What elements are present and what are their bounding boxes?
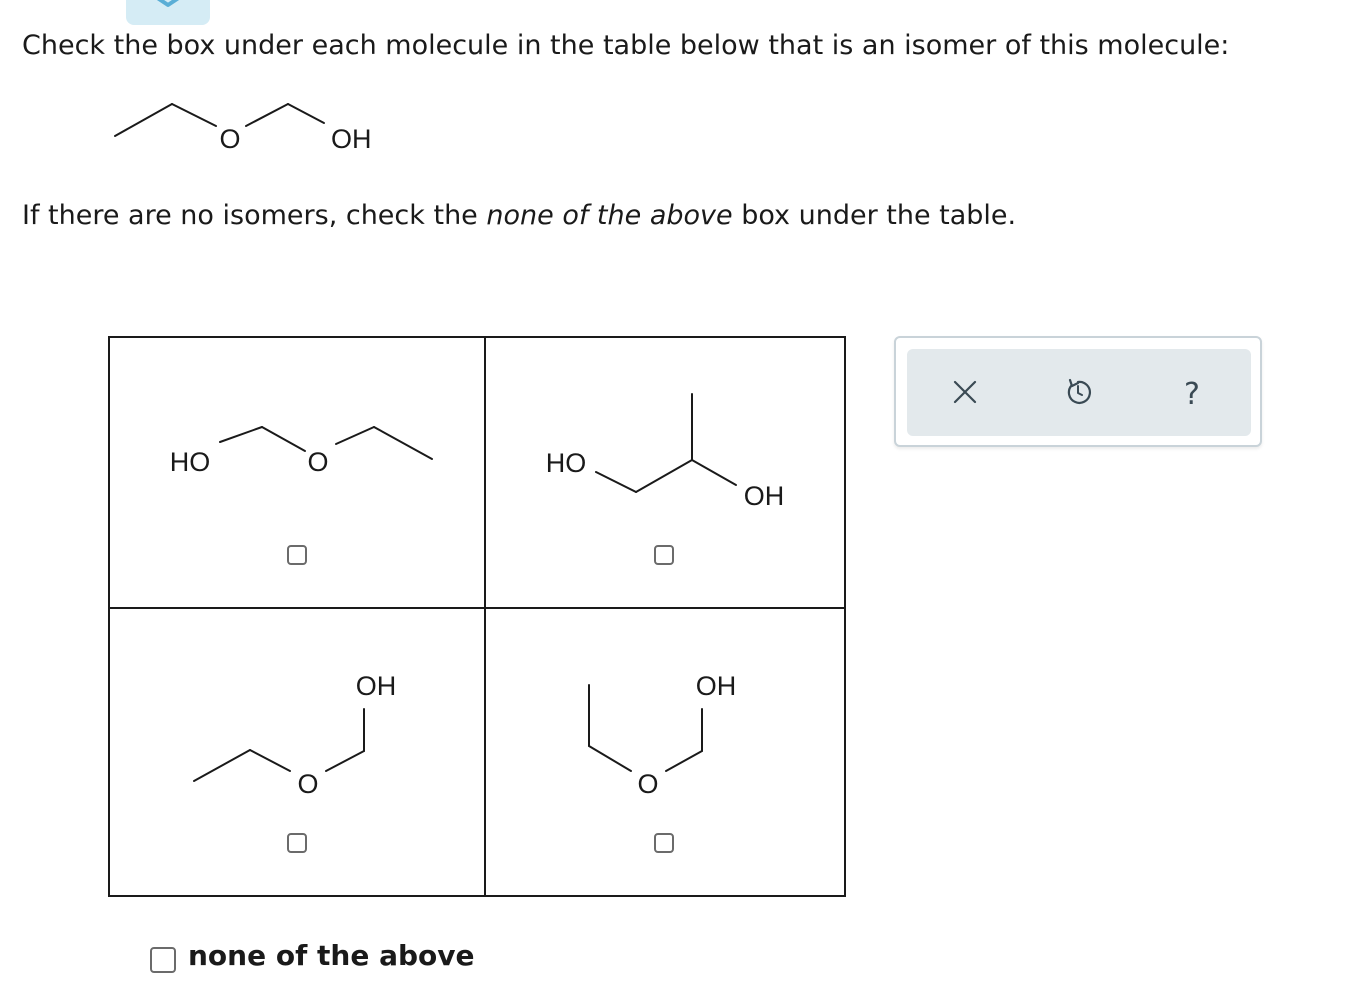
undo-button[interactable] xyxy=(1055,369,1101,415)
hydroxyl-label: OH xyxy=(331,124,372,154)
hydroxyl-label: OH xyxy=(695,671,737,701)
clear-button[interactable] xyxy=(942,369,988,415)
none-of-the-above-label[interactable]: none of the above xyxy=(188,939,475,972)
toolbar-button-group xyxy=(907,349,1251,436)
help-icon xyxy=(1169,369,1215,415)
choice-cell-2 xyxy=(484,336,846,609)
oxygen-label: O xyxy=(637,769,659,799)
hydroxyl-label: HO xyxy=(545,448,587,478)
choice-4-checkbox[interactable] xyxy=(654,833,674,853)
answer-toolbar xyxy=(894,336,1262,447)
collapse-tab[interactable] xyxy=(126,0,210,25)
choices-table xyxy=(108,336,846,897)
help-button[interactable] xyxy=(1169,369,1215,415)
choice-4-molecule xyxy=(486,609,846,897)
hydroxyl-label: OH xyxy=(743,481,785,511)
choice-cell-4 xyxy=(484,607,846,897)
given-molecule xyxy=(100,88,400,168)
help-glyph: ? xyxy=(1184,377,1200,412)
none-of-the-above-checkbox[interactable] xyxy=(150,947,176,973)
choice-3-molecule xyxy=(110,609,486,897)
undo-icon xyxy=(1055,369,1101,415)
none-of-the-above-emphasis: none of the above xyxy=(486,200,733,231)
chevron-down-icon xyxy=(126,0,210,25)
instruction-text: If there are no isomers, check the none of the above box under the table. xyxy=(22,200,1017,231)
oxygen-label: O xyxy=(219,124,241,154)
choice-cell-3 xyxy=(108,607,486,897)
hydroxyl-label: HO xyxy=(169,447,211,477)
hydroxyl-label: OH xyxy=(355,671,397,701)
choice-1-checkbox[interactable] xyxy=(287,545,307,565)
oxygen-label: O xyxy=(307,447,329,477)
question-prompt: Check the box under each molecule in the table below that is an isomer of this molecule: xyxy=(22,30,1230,61)
choice-1-molecule xyxy=(110,338,486,609)
oxygen-label: O xyxy=(297,769,319,799)
choice-2-molecule xyxy=(486,338,846,609)
close-icon xyxy=(942,369,988,415)
choice-2-checkbox[interactable] xyxy=(654,545,674,565)
choice-cell-1 xyxy=(108,336,486,609)
choice-3-checkbox[interactable] xyxy=(287,833,307,853)
